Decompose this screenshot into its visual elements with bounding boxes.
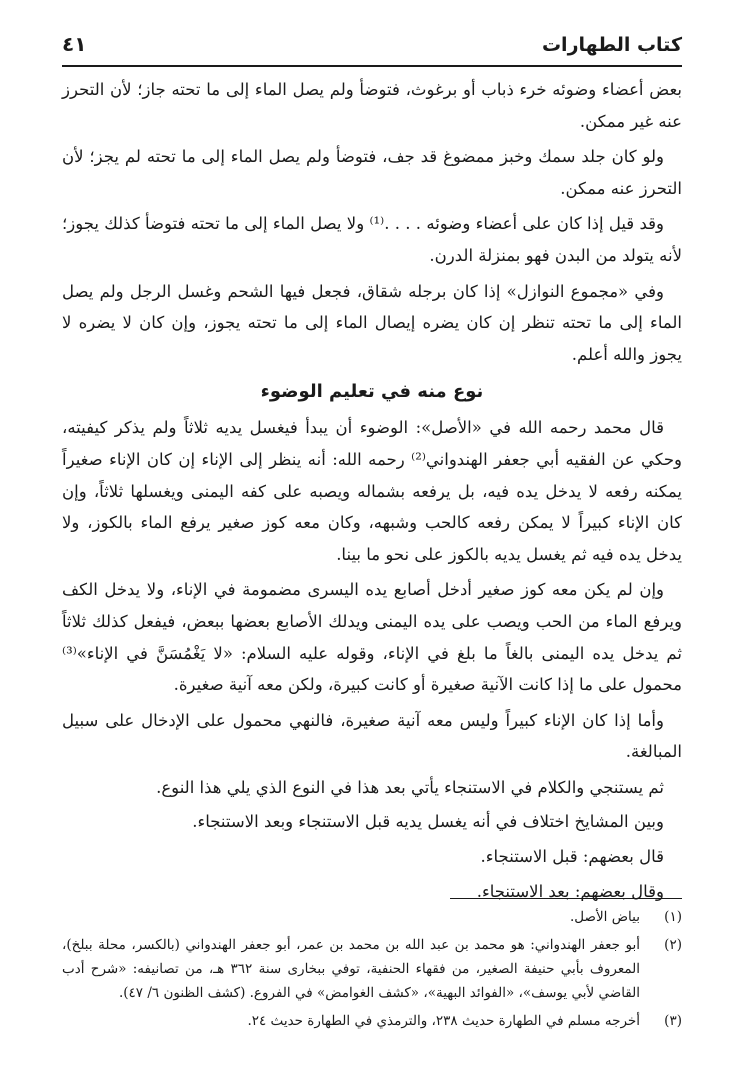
paragraph: قال بعضهم: قبل الاستنجاء. <box>480 847 664 867</box>
footnote <box>62 1009 682 1033</box>
paragraph: ولو كان جلد سمك وخبز ممضوغ قد جف، فتوضأ ولم يصل الماء إلى ما تحته لم يجز؛ لأن التحرز عنه ممكن. <box>62 147 682 198</box>
page-header <box>62 30 682 60</box>
paragraph: وإن لم يكن معه كوز صغير أدخل أصابع يده اليسرى مضمومة في الإناء، ولا يدخل الكف ويرفع الماء من الحب ويصب على يده اليمنى ويدلك الأصابع بعضها ببعض، فيفعل كذلك ثلاثاً ثم يدخل يده اليمنى بالغاً ما بلغ في الإناء، وقوله عليه السلام: «لا يَغْمُسَنَّ في الإناء»⁽³⁾ محمول على ما إذا كانت الآنية صغيرة أو كانت كبيرة، ولكن معه آنية صغيرة. <box>62 580 682 695</box>
footnote-rule <box>450 898 682 899</box>
footnote <box>62 933 682 1005</box>
footnote <box>62 905 682 929</box>
paragraph: وأما إذا كان الإناء كبيراً وليس معه آنية صغيرة، فالنهي محمول على الإدخال على سبيل المبالغة. <box>62 710 682 762</box>
paragraph: وبين المشايخ اختلاف في أنه يغسل يديه قبل الاستنجاء وبعد الاستنجاء. <box>192 812 664 832</box>
paragraph: قال محمد رحمه الله في «الأصل»: الوضوء أن يبدأ فيغسل يديه ثلاثاً ولم يذكر كيفيته، وحكي عن الفقيه أبي جعفر الهندواني⁽²⁾ رحمه الله: أنه ينظر إلى الإناء إن كان الإناء صغيراً يمكنه رفعه لا يدخل يده فيه، بل يرفعه بشماله ويصبه على كفه اليمنى ويغسلها ثلاثاً، وإن كان الإناء كبيراً لا يمكن رفعه كالحب وشبهه، وكان معه كوز صغير يرفع الماء بالكوز، ولا يدخل يده فيه ثم يغسل يديه بالكوز على نحو ما بينا. <box>62 418 683 564</box>
header-rule <box>62 65 682 67</box>
footnote-number: (٣) <box>664 1013 682 1029</box>
main-text <box>62 74 682 910</box>
footnotes <box>62 905 682 1037</box>
footnote-number: (٢) <box>664 937 682 953</box>
paragraph: وفي «مجموع النوازل» إذا كان برجله شقاق، فجعل فيها الشحم وغسل الرجل ولم يصل الماء إلى ما تحته تنظر إن كان يضره إيصال الماء إلى ما تحته يجوز، وإن كان لا يضره لا يجوز والله أعلم. <box>62 281 682 364</box>
chapter-title: كتاب الطهارات <box>541 34 682 56</box>
footnote-text: أخرجه مسلم في الطهارة حديث ٢٣٨، والترمذي في الطهارة حديث ٢٤. <box>247 1013 640 1029</box>
section-heading: نوع منه في تعليم الوضوء <box>260 381 484 403</box>
paragraph: ثم يستنجي والكلام في الاستنجاء يأتي بعد هذا في النوع الذي يلي هذا النوع. <box>156 777 664 797</box>
paragraph: وقد قيل إذا كان على أعضاء وضوئه . . . .⁽¹⁾ ولا يصل الماء إلى ما تحته فتوضأ كذلك يجوز؛ لأنه يتولد من البدن فهو بمنزلة الدرن. <box>62 214 682 265</box>
footnote-text: بياض الأصل. <box>570 909 640 925</box>
paragraph: بعض أعضاء وضوئه خرء ذباب أو برغوث، فتوضأ ولم يصل الماء إلى ما تحته جاز؛ لأن التحرز عنه غير ممكن. <box>62 80 682 131</box>
paragraph: وقال بعضهم: بعد الاستنجاء. <box>476 881 664 901</box>
footnote-text: أبو جعفر الهندواني: هو محمد بن عبد الله بن محمد بن عمر، أبو جعفر الهندواني (بالكسر، محلة ببلخ)، المعروف بأبي حنيفة الصغير، من فقهاء الحنفية، توفي ببخارى سنة ٣٦٢ هـ، من تصانيفه: «شرح أدب القاضي لأبي يوسف»، «الفوائد البهية»، «كشف الغوامض» في الفروع. (كشف الظنون ٦/ ٤٧). <box>62 937 641 1001</box>
page-number: ٤١ <box>62 32 87 56</box>
footnote-number: (١) <box>664 909 682 925</box>
